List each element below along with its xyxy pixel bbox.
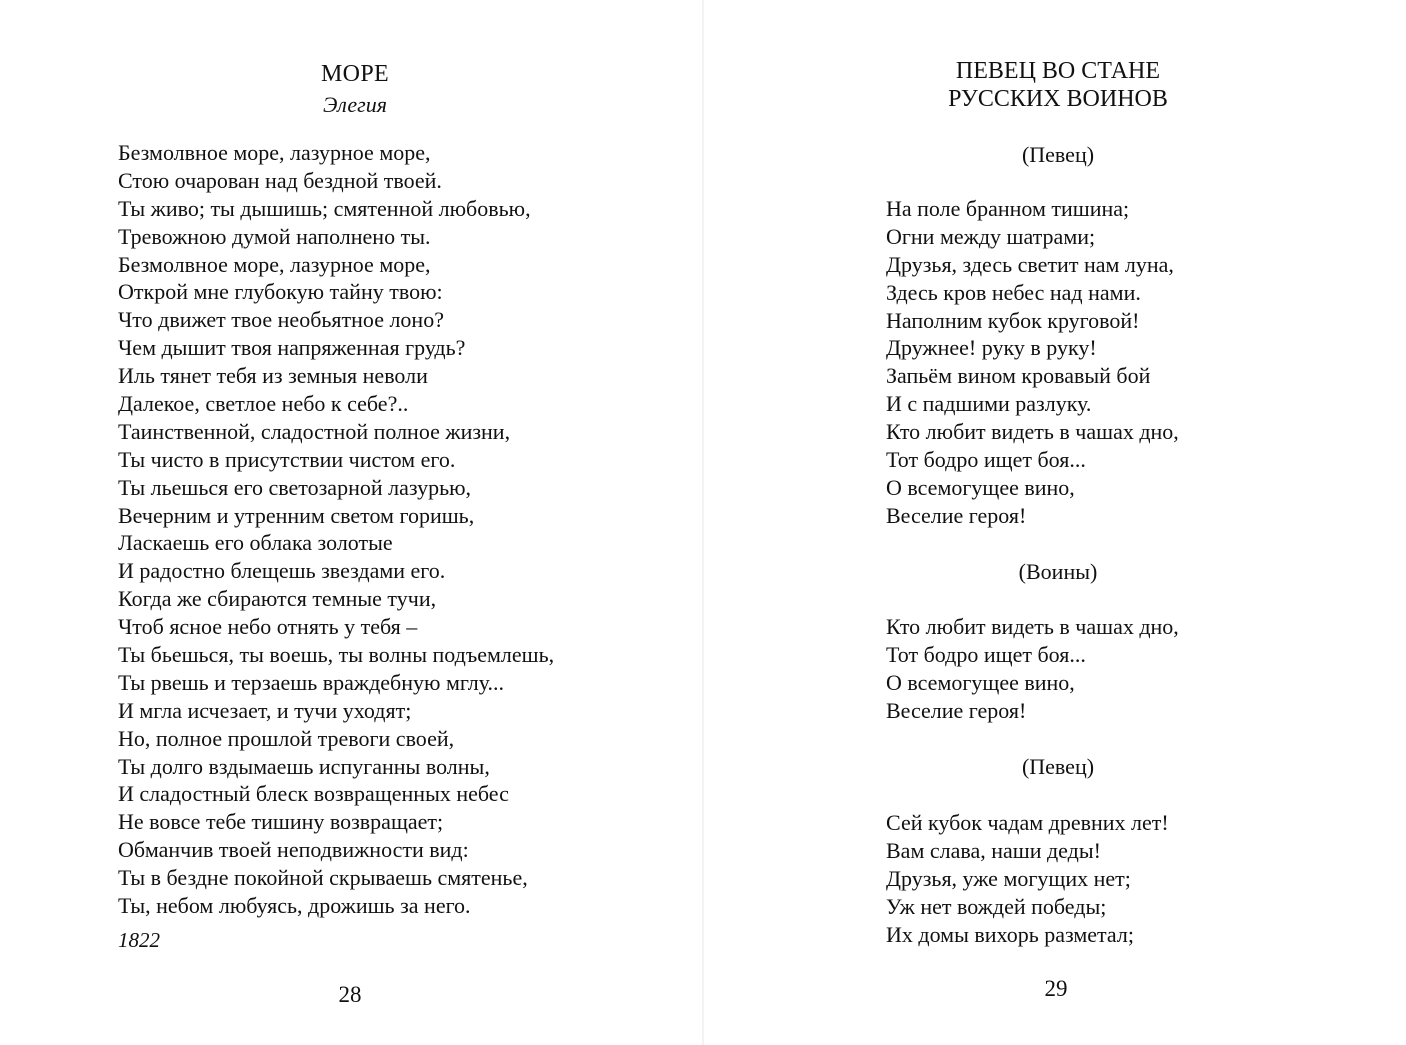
poem-line: И с падшими разлуку.: [886, 391, 1092, 417]
poem-line: Ты живо; ты дышишь; смятенной любовью,: [118, 195, 531, 221]
poem-line: Тревожною думой наполнено ты.: [118, 223, 431, 249]
poem-line: Уж нет вождей победы;: [886, 893, 1107, 919]
poem-line: Чем дышит твоя напряженная грудь?: [118, 335, 466, 361]
poem-line: Тот бодро ищет боя...: [886, 447, 1086, 473]
poem-line: Ты льешься его светозарной лазурью,: [118, 474, 472, 500]
poem-line: Безмолвное море, лазурное море,: [118, 251, 431, 277]
poem-line: Безмолвное море, лазурное море,: [118, 140, 431, 165]
poem-line: Ты долго вздымаешь испуганны волны,: [118, 753, 490, 779]
poem-line: Наполним кубок круговой!: [886, 307, 1140, 333]
poem-line: Здесь кров небес над нами.: [886, 279, 1141, 305]
poem-line: Друзья, здесь светит нам луна,: [886, 251, 1174, 277]
poem-line: Таинственной, сладостной полное жизни,: [118, 418, 511, 444]
poem-line: Ты бьешься, ты воешь, ты волны подъемлешь,: [118, 642, 555, 668]
poem-line: Вечерним и утренним светом горишь,: [118, 502, 475, 528]
poem-line: На поле бранном тишина;: [886, 196, 1130, 221]
page-number: 28: [338, 982, 362, 1007]
poem-line: И радостно блещешь звездами его.: [118, 558, 446, 584]
poem-line: Кто любит видеть в чашах дно,: [886, 419, 1179, 445]
poem-line: Ты в бездне покойной скрываешь смятенье,: [118, 865, 528, 891]
poem-line: И мгла исчезает, и тучи уходят;: [118, 697, 412, 723]
poem-line: Вам слава, наши деды!: [886, 837, 1101, 863]
poem-line: Их домы вихорь разметал;: [886, 921, 1134, 947]
poem-line: Далекое, светлое небо к себе?..: [118, 391, 409, 417]
poem-line: Тот бодро ищет боя...: [886, 641, 1086, 667]
poem-line: О всемогущее вино,: [886, 669, 1075, 695]
poem-line: Когда же сбираются темные тучи,: [118, 586, 437, 612]
speaker-label: (Певец): [1021, 142, 1095, 167]
poem-line: Друзья, уже могущих нет;: [886, 865, 1131, 891]
stanza: [886, 809, 1169, 948]
poem-line: Стою очарован над бездной твоей.: [118, 167, 442, 193]
poem-line: Веселие героя!: [886, 502, 1027, 528]
poem-line: Дружнее! руку в руку!: [886, 335, 1097, 361]
stanza: [886, 613, 1179, 725]
poem-title: [858, 57, 1258, 113]
poem-line: Кто любит видеть в чашах дно,: [886, 614, 1179, 639]
poem-title-line: РУССКИХ ВОИНОВ: [948, 86, 1168, 112]
speaker-label: (Певец): [1021, 754, 1095, 779]
poem-line: Ласкаешь его облака золотые: [118, 530, 393, 556]
poem-line: Ты, небом любуясь, дрожишь за него.: [118, 893, 471, 919]
poem-line: И сладостный блеск возвращенных небес: [118, 781, 509, 807]
poem-line: О всемогущее вино,: [886, 474, 1075, 500]
poem-line: Ты чисто в присутствии чистом его.: [118, 446, 456, 472]
poem-line: Ты рвешь и терзаешь враждебную мглу...: [118, 669, 505, 695]
poem-line: Обманчив твоей неподвижности вид:: [118, 837, 469, 863]
poem-line: Не вовсе тебе тишину возвращает;: [118, 809, 444, 835]
poem-line: Сей кубок чадам древних лет!: [886, 810, 1169, 835]
poem-line: Что движет твое необьятное лоно?: [118, 307, 444, 333]
poem-line: Чтоб ясное небо отнять у тебя –: [118, 614, 418, 640]
poem-date: 1822: [118, 928, 160, 952]
page-number: 29: [1044, 976, 1068, 1001]
right-page: [703, 0, 1406, 1045]
poem-title: МОРЕ: [321, 61, 389, 87]
poem-body: [118, 139, 554, 920]
poem-title-line: ПЕВЕЦ ВО СТАНЕ: [955, 58, 1161, 84]
poem-line: Огни между шатрами;: [886, 223, 1096, 249]
poem-subtitle: Элегия: [323, 92, 387, 117]
poem-line: Запьём вином кровавый бой: [886, 363, 1151, 389]
poem-line: Иль тянет тебя из земныя неволи: [118, 363, 428, 389]
poem-line: Открой мне глубокую тайну твою:: [118, 279, 443, 305]
stanza: [886, 195, 1179, 530]
speaker-label: (Воины): [1018, 559, 1098, 584]
poem-line: Но, полное прошлой тревоги своей,: [118, 725, 455, 751]
poem-line: Веселие героя!: [886, 697, 1027, 723]
